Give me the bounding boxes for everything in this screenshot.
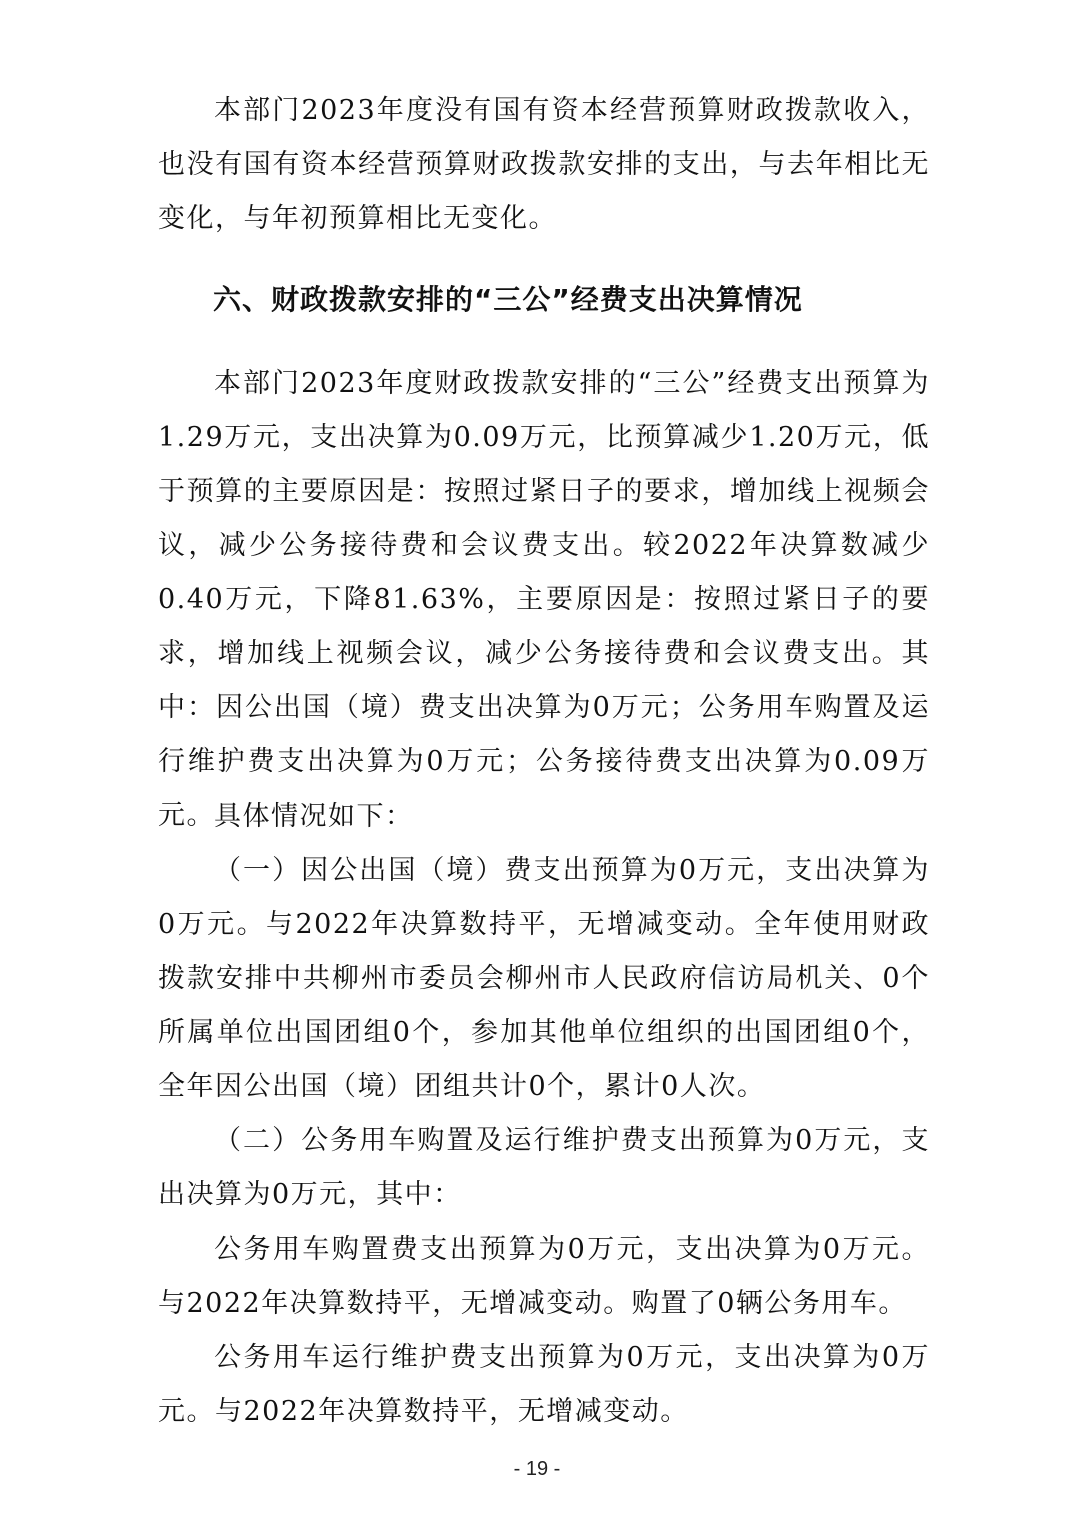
paragraph-overseas-travel: （一）因公出国（境）费支出预算为0万元，支出决算为0万元。与2022年决算数持平，无增减变动。全年使用财政拨款安排中共柳州市委员会柳州市人民政府信访局机关、0个所属单位出国团组0个，参加其他单位组织的出国团组0个，全年因公出国（境）团组共计0个，累计0人次。 xyxy=(158,855,930,1102)
page-number: - 19 - xyxy=(513,1458,561,1480)
paragraph-vehicle-expenses: （二）公务用车购置及运行维护费支出预算为0万元，支出决算为0万元，其中： xyxy=(158,1125,930,1210)
paragraph-three-public-summary: 本部门2023年度财政拨款安排的“三公”经费支出预算为1.29万元，支出决算为0.09万元，比预算减少1.20万元，低于预算的主要原因是：按照过紧日子的要求，增加线上视频会议，减少公务接待费和会议费支出。较2022年决算数减少0.40万元，下降81.63%，主要原因是：按照过紧日子的要求，增加线上视频会议，减少公务接待费和会议费支出。其中：因公出国（境）费支出决算为0万元；公务用车购置及运行维护费支出决算为0万元；公务接待费支出决算为0.09万元。 xyxy=(158,368,930,831)
paragraph-vehicle-purchase: 公务用车购置费支出预算为0万元，支出决算为0万元。与2022年决算数持平，无增减变动。购置了0辆公务用车。 xyxy=(158,1234,930,1319)
paragraph-details-intro: 具体情况如下： xyxy=(214,801,414,832)
section-heading-three-public-expenses: 六、财政拨款安排的“三公”经费支出决算情况 xyxy=(213,283,803,316)
paragraph-state-capital-budget: 本部门2023年度没有国有资本经营预算财政拨款收入，也没有国有资本经营预算财政拨款安排的支出，与去年相比无变化，与年初预算相比无变化。 xyxy=(158,95,930,234)
paragraph-vehicle-maintenance: 公务用车运行维护费支出预算为0万元，支出决算为0万元。与2022年决算数持平，无增减变动。 xyxy=(158,1342,930,1427)
